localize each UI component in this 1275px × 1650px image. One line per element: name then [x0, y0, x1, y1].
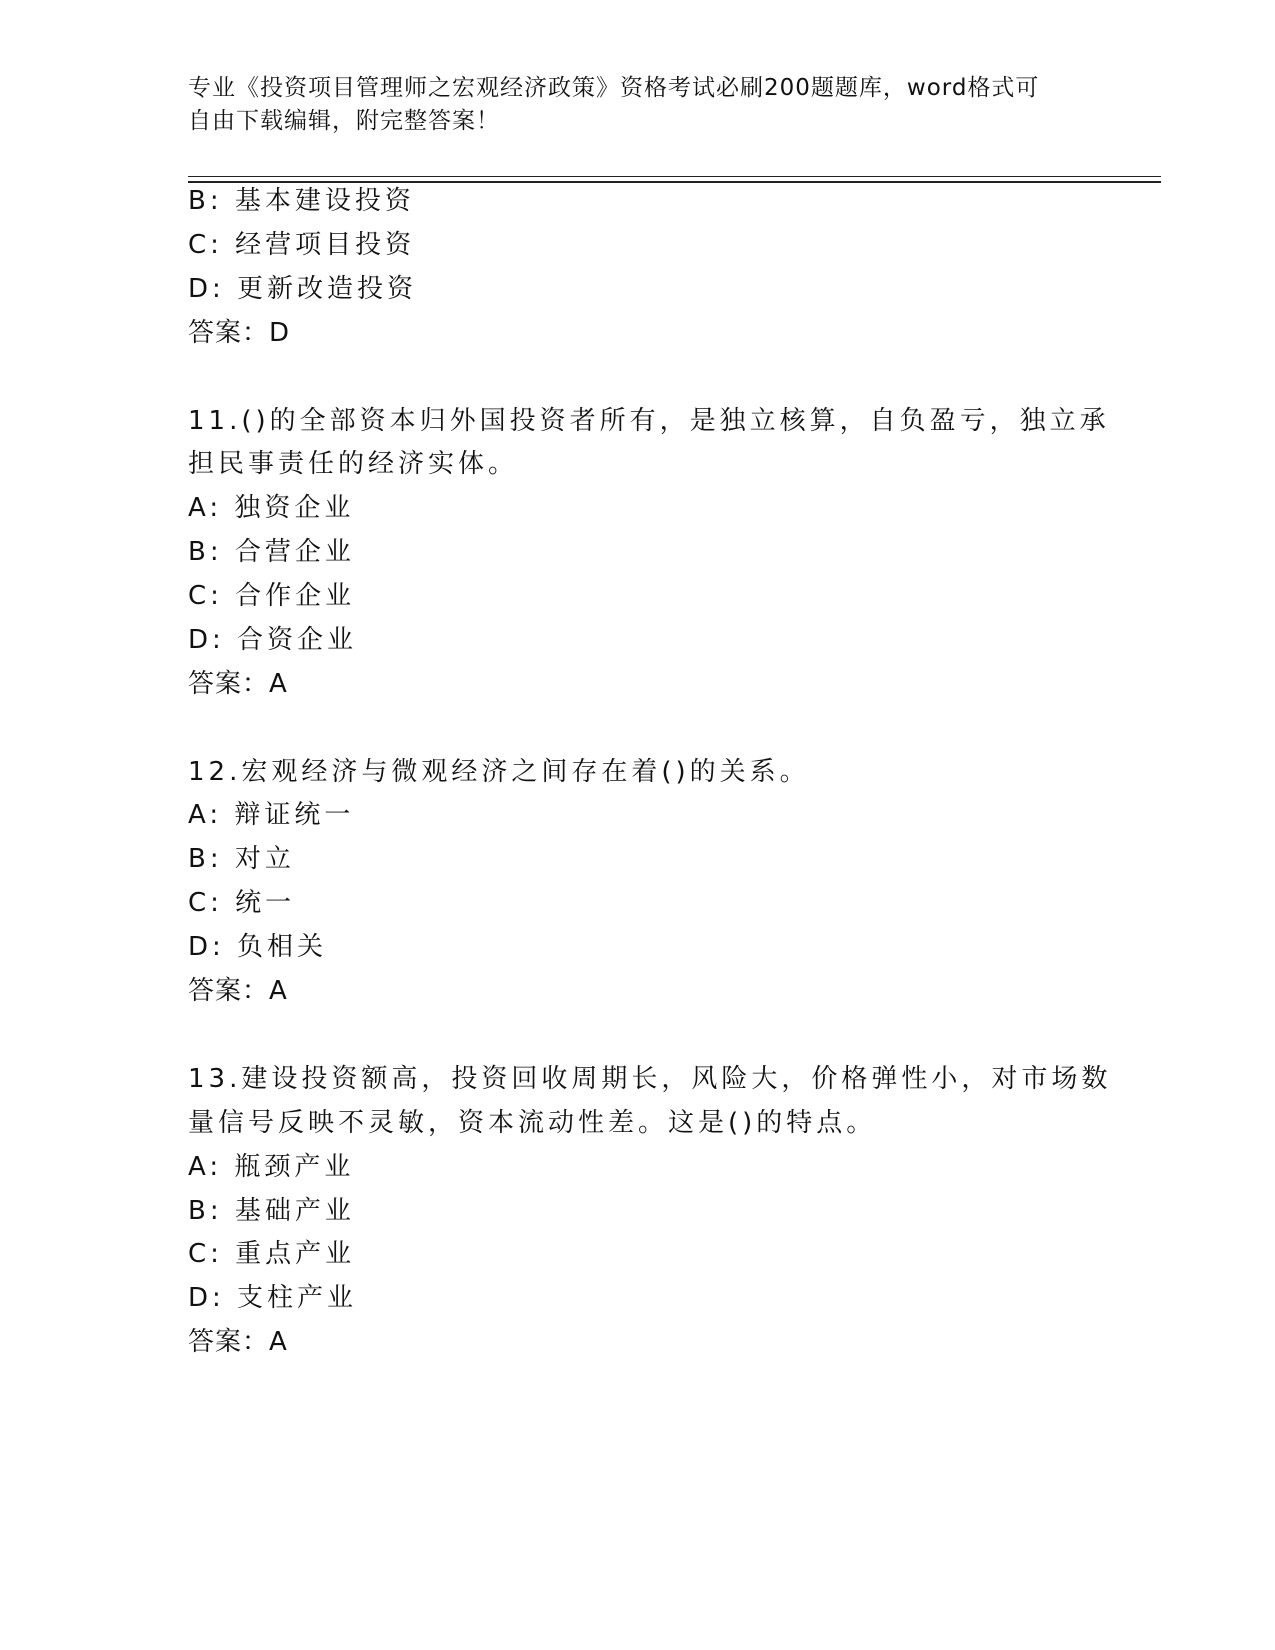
answer: 答案：A — [188, 669, 288, 699]
option-c: C: 统一 — [188, 888, 296, 918]
option-d: D: 更新改造投资 — [188, 274, 418, 304]
option-b: B: 基础产业 — [188, 1196, 355, 1226]
question-stem-line-1: 12.宏观经济与微观经济之间存在着()的关系。 — [188, 757, 810, 787]
title-line-2: 自由下载编辑，附完整答案！ — [188, 108, 500, 134]
question-stem-line-2: 量信号反映不灵敏，资本流动性差。这是()的特点。 — [188, 1108, 877, 1138]
answer: 答案：A — [188, 1327, 288, 1357]
option-a: A: 瓶颈产业 — [188, 1152, 355, 1182]
option-d: D: 支柱产业 — [188, 1283, 358, 1313]
answer: 答案：A — [188, 976, 288, 1006]
option-b: B: 合营企业 — [188, 537, 355, 567]
option-b: B: 对立 — [188, 844, 295, 874]
option-d: D: 负相关 — [188, 932, 328, 962]
title-line-1: 专业《投资项目管理师之宏观经济政策》资格考试必刷200题题库，word格式可 — [188, 75, 1040, 101]
option-c: C: 合作企业 — [188, 581, 356, 611]
option-b: B: 基本建设投资 — [188, 186, 415, 216]
question-stem-line-2: 担民事责任的经济实体。 — [188, 449, 519, 479]
header-divider-thin — [188, 176, 1161, 177]
option-c: C: 重点产业 — [188, 1239, 356, 1269]
answer: 答案：D — [188, 318, 291, 348]
question-stem-line-1: 13.建设投资额高，投资回收周期长，风险大，价格弹性小，对市场数 — [188, 1064, 1112, 1094]
question-stem-line-1: 11.()的全部资本归外国投资者所有，是独立核算，自负盈亏，独立承 — [188, 406, 1110, 436]
option-c: C: 经营项目投资 — [188, 230, 416, 260]
document-title — [188, 72, 1088, 138]
option-a: A: 独资企业 — [188, 493, 355, 523]
option-d: D: 合资企业 — [188, 625, 358, 655]
option-a: A: 辩证统一 — [188, 800, 355, 830]
